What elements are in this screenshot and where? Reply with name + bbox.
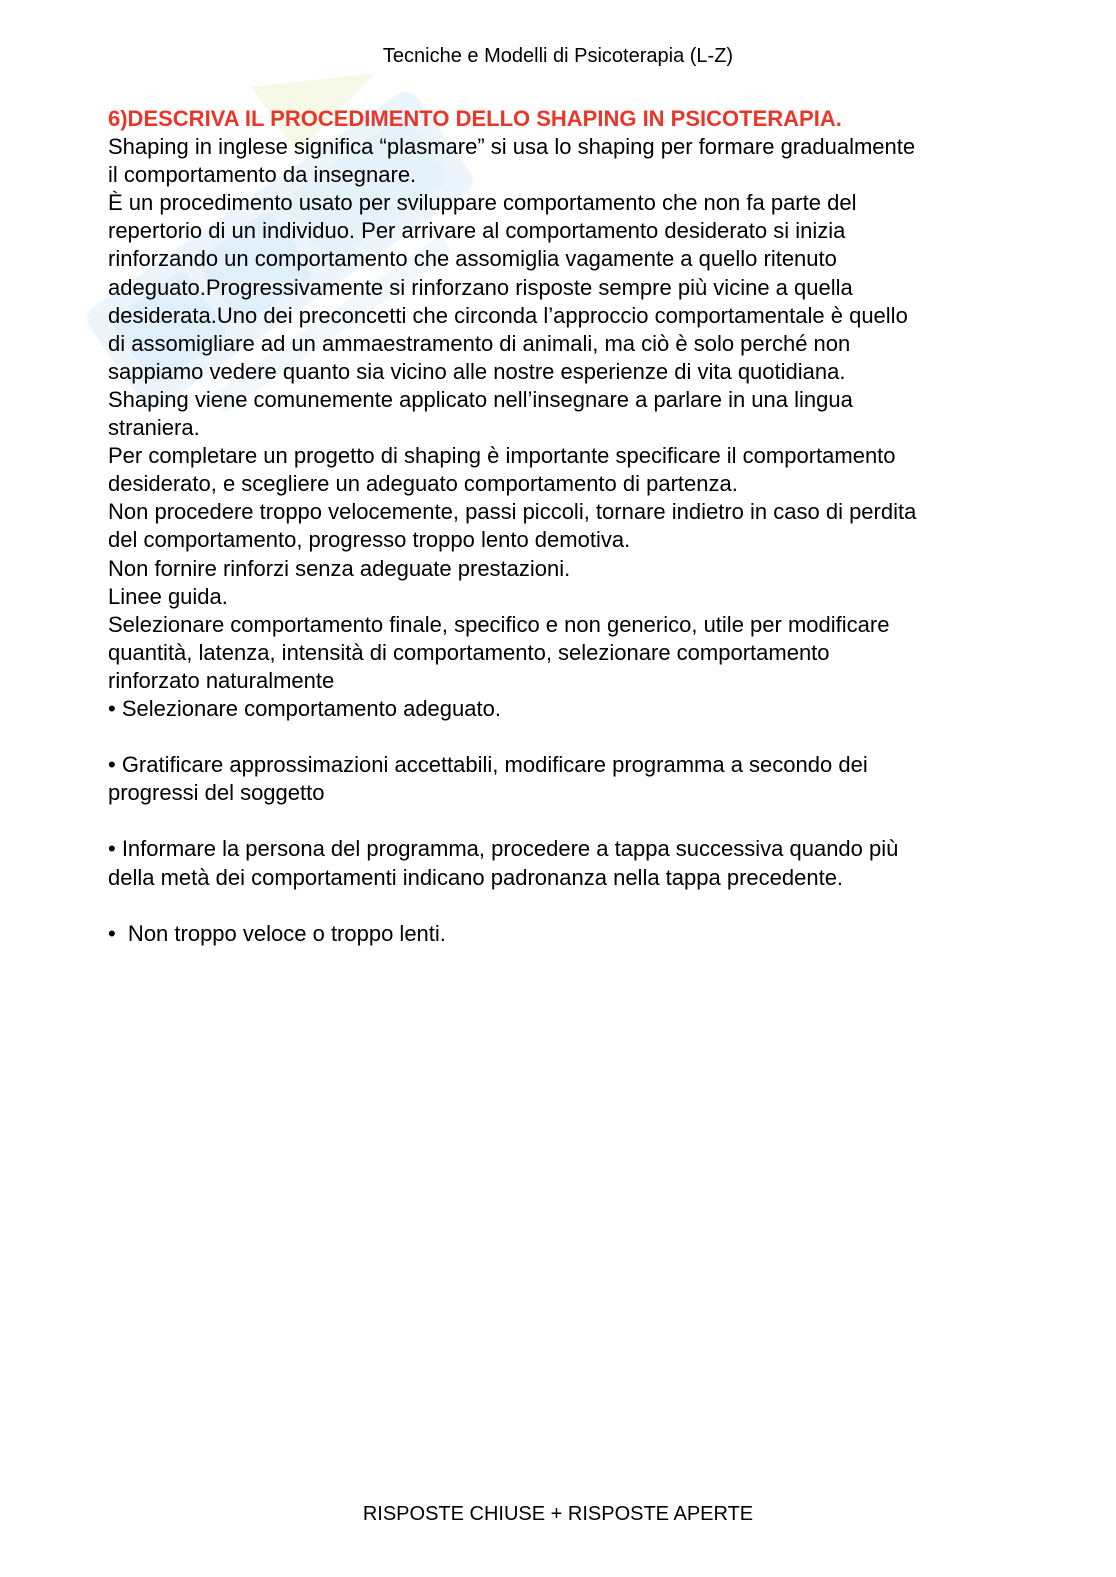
bullet-line: • Informare la persona del programma, procedere a tappa successiva quando più bbox=[108, 836, 899, 862]
body-line: desiderata.Uno dei preconcetti che circonda l’approccio comportamentale è quello bbox=[108, 302, 908, 328]
body-line: di assomigliare ad un ammaestramento di animali, ma ciò è solo perché non bbox=[108, 330, 851, 356]
body-line: adeguato.Progressivamente si rinforzano risposte sempre più vicine a quella bbox=[108, 274, 853, 300]
body-line: sappiamo vedere quanto sia vicino alle nostre esperienze di vita quotidiana. bbox=[108, 358, 846, 384]
document-body bbox=[108, 105, 1008, 948]
body-line: Shaping viene comunemente applicato nell’insegnare a parlare in una lingua bbox=[108, 386, 853, 412]
body-line: Non procedere troppo velocemente, passi piccoli, tornare indietro in caso di perdita bbox=[108, 499, 917, 525]
body-line: desiderato, e scegliere un adeguato comportamento di partenza. bbox=[108, 471, 738, 497]
body-line: della metà dei comportamenti indicano padronanza nella tappa precedente. bbox=[108, 864, 844, 890]
body-line: repertorio di un individuo. Per arrivare al comportamento desiderato si inizia bbox=[108, 218, 846, 244]
body-line: Non fornire rinforzi senza adeguate prestazioni. bbox=[108, 555, 571, 581]
body-line: straniera. bbox=[108, 415, 200, 441]
page-footer: RISPOSTE CHIUSE + RISPOSTE APERTE bbox=[362, 1503, 754, 1525]
blank-line bbox=[108, 892, 1008, 920]
body-line: rinforzando un comportamento che assomiglia vagamente a quello ritenuto bbox=[108, 246, 837, 272]
body-line: Per completare un progetto di shaping è importante specificare il comportamento bbox=[108, 443, 896, 469]
body-line: progressi del soggetto bbox=[108, 780, 325, 806]
bullet-line: • Non troppo veloce o troppo lenti. bbox=[108, 920, 446, 946]
body-line: È un procedimento usato per sviluppare comportamento che non fa parte del bbox=[108, 190, 857, 216]
question-title: 6)DESCRIVA IL PROCEDIMENTO DELLO SHAPING IN PSICOTERAPIA. bbox=[108, 106, 842, 131]
blank-line bbox=[108, 723, 1008, 751]
body-line: Selezionare comportamento finale, specifico e non generico, utile per modificare bbox=[108, 611, 890, 637]
bullet-line: • Selezionare comportamento adeguato. bbox=[108, 695, 501, 721]
blank-line bbox=[108, 807, 1008, 835]
bullet-line: • Gratificare approssimazioni accettabili, modificare programma a secondo dei bbox=[108, 752, 868, 778]
body-line: rinforzato naturalmente bbox=[108, 667, 335, 693]
body-line: il comportamento da insegnare. bbox=[108, 162, 417, 188]
body-line: del comportamento, progresso troppo lento demotiva. bbox=[108, 527, 631, 553]
page-header: Tecniche e Modelli di Psicoterapia (L-Z) bbox=[382, 45, 734, 67]
body-line: quantità, latenza, intensità di comportamento, selezionare comportamento bbox=[108, 639, 830, 665]
body-line: Linee guida. bbox=[108, 583, 228, 609]
body-text bbox=[108, 133, 1008, 948]
body-line: Shaping in inglese significa “plasmare” si usa lo shaping per formare gradualmente bbox=[108, 134, 916, 160]
